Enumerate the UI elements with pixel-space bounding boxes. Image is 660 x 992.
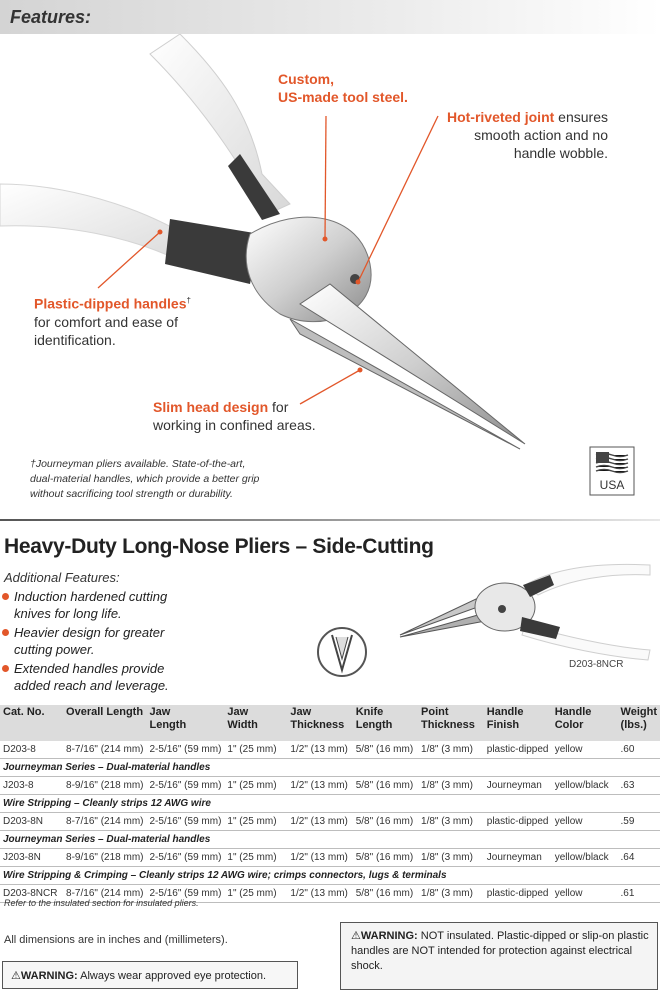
table-cell: Journeyman (484, 849, 552, 867)
table-cell: J203-8N (0, 849, 63, 867)
product-image-label: D203-8NCR (569, 659, 624, 670)
column-header: Jaw Width (224, 705, 287, 741)
column-header: Cat. No. (0, 705, 63, 741)
table-cell: 1" (25 mm) (224, 741, 287, 759)
callout-riveted-joint-line2: smooth action and no (474, 127, 608, 143)
journeyman-footnote (30, 457, 320, 502)
series-row (0, 867, 660, 885)
feature-line-2: knives for long life. (14, 606, 122, 621)
series-row (0, 795, 660, 813)
warning-triangle-icon: ⚠ (351, 930, 361, 942)
table-cell: 1" (25 mm) (224, 849, 287, 867)
usa-flag-label: USA (599, 478, 625, 492)
callout-plastic-handles-line3: identification. (34, 331, 116, 348)
column-header: Point Thickness (418, 705, 484, 741)
series-row (0, 831, 660, 849)
table-cell: 5/8" (16 mm) (353, 777, 418, 795)
table-cell: 2-5/16" (59 mm) (147, 741, 225, 759)
table-cell: plastic-dipped (484, 741, 552, 759)
insulation-warning-text (351, 929, 651, 974)
table-cell: yellow (552, 813, 618, 831)
feature-line-1: Heavier design for greater (14, 625, 165, 640)
additional-features-heading: Additional Features: (4, 570, 120, 585)
table-cell: 5/8" (16 mm) (353, 885, 418, 903)
table-cell: 1/8" (3 mm) (418, 849, 484, 867)
dimensions-note: All dimensions are in inches and (millimeters). (4, 934, 228, 946)
column-header: Handle Finish (484, 705, 552, 741)
table-cell: J203-8 (0, 777, 63, 795)
insulated-reference-note: Refer to the insulated section for insulated pliers. (4, 898, 199, 908)
table-cell: 1" (25 mm) (224, 777, 287, 795)
table-cell: plastic-dipped (484, 813, 552, 831)
feature-item (2, 624, 202, 658)
table-cell: 1/8" (3 mm) (418, 777, 484, 795)
callout-plastic-handles-highlight: Plastic-dipped handles (34, 295, 187, 312)
callout-slim-head (153, 398, 316, 434)
table-cell: 1/2" (13 mm) (287, 741, 352, 759)
usa-flag-icon (588, 446, 636, 496)
bullet-dot-icon (2, 629, 9, 636)
callout-tool-steel-highlight: Custom, (278, 71, 334, 87)
callout-riveted-joint (442, 108, 608, 162)
eye-warning-text (11, 969, 266, 982)
bullet-dot-icon (2, 665, 9, 672)
table-cell: 1/2" (13 mm) (287, 849, 352, 867)
feature-line-1: Extended handles provide (14, 661, 165, 676)
series-label: Journeyman Series – Dual-material handles (0, 831, 660, 849)
table-cell: 2-5/16" (59 mm) (147, 849, 225, 867)
table-cell: yellow/black (552, 849, 618, 867)
table-row (0, 741, 660, 759)
callout-plastic-handles (34, 292, 191, 349)
insulation-warning-body: NOT insulated. Plastic-dipped or slip-on plastic handles are NOT intended for protection against electrical shock. (351, 930, 649, 972)
table-cell: 1/2" (13 mm) (287, 777, 352, 795)
table-cell: 1/8" (3 mm) (418, 813, 484, 831)
table-cell: D203-8NCR (0, 885, 63, 903)
usa-flag-graphic (588, 446, 636, 496)
features-header-bar (0, 0, 660, 34)
table-cell: D203-8N (0, 813, 63, 831)
table-cell: 2-5/16" (59 mm) (147, 813, 225, 831)
series-label: Wire Stripping – Cleanly strips 12 AWG wire (0, 795, 660, 813)
table-cell: 1/8" (3 mm) (418, 741, 484, 759)
column-header: Jaw Thickness (287, 705, 352, 741)
warning-triangle-icon: ⚠ (11, 970, 21, 982)
table-cell: 1" (25 mm) (224, 885, 287, 903)
features-title: Features: (10, 7, 92, 27)
insulation-warning (340, 922, 658, 990)
specs-table (0, 705, 660, 903)
table-cell: yellow/black (552, 777, 618, 795)
column-header: Jaw Length (147, 705, 225, 741)
additional-features-list (2, 588, 202, 696)
series-row (0, 759, 660, 777)
column-header: Weight (lbs.) (618, 705, 660, 741)
table-cell: 8-9/16" (218 mm) (63, 849, 146, 867)
series-label: Journeyman Series – Dual-material handles (0, 759, 660, 777)
eye-protection-warning (2, 961, 298, 989)
callout-riveted-joint-highlight: Hot-riveted joint (446, 109, 555, 125)
bullet-dot-icon (2, 593, 9, 600)
table-cell: 1/2" (13 mm) (287, 813, 352, 831)
table-cell: 2-5/16" (59 mm) (147, 777, 225, 795)
product-title: Heavy-Duty Long-Nose Pliers – Side-Cutting (4, 535, 434, 558)
footnote-line-2: dual-material handles, which provide a better grip (30, 473, 260, 485)
table-cell: yellow (552, 741, 618, 759)
feature-line-2: added reach and leverage. (14, 678, 169, 693)
callout-riveted-joint-rest: ensures (554, 109, 608, 125)
footnote-line-1: †Journeyman pliers available. State-of-the-art, (30, 458, 246, 470)
eye-warning-body: Always wear approved eye protection. (77, 970, 267, 982)
insulation-warning-title: WARNING: (360, 930, 418, 942)
table-cell: .59 (618, 813, 660, 831)
table-cell: plastic-dipped (484, 885, 552, 903)
table-cell: 8-9/16" (218 mm) (63, 777, 146, 795)
table-cell: 1" (25 mm) (224, 813, 287, 831)
pliers-hero-image (0, 34, 660, 514)
table-cell: Journeyman (484, 777, 552, 795)
callout-tool-steel (278, 70, 408, 106)
table-cell: .61 (618, 885, 660, 903)
series-label: Wire Stripping & Crimping – Cleanly strips 12 AWG wire; crimps connectors, lugs & terminals (0, 867, 660, 885)
table-cell: .64 (618, 849, 660, 867)
table-cell: 5/8" (16 mm) (353, 849, 418, 867)
feature-line-1: Induction hardened cutting (14, 589, 168, 604)
footnote-line-3: without sacrificing tool strength or durability. (30, 488, 233, 500)
table-cell: 8-7/16" (214 mm) (63, 885, 146, 903)
feature-line-2: cutting power. (14, 642, 95, 657)
callout-slim-head-rest: for (268, 399, 289, 415)
table-row (0, 777, 660, 795)
table-row (0, 813, 660, 831)
feature-item (2, 660, 202, 694)
column-header: Overall Length (63, 705, 146, 741)
table-cell: 8-7/16" (214 mm) (63, 741, 146, 759)
table-cell: 1/2" (13 mm) (287, 885, 352, 903)
table-header-row (0, 705, 660, 741)
table-cell: 2-5/16" (59 mm) (147, 885, 225, 903)
feature-item (2, 588, 202, 622)
table-cell: .63 (618, 777, 660, 795)
table-cell: .60 (618, 741, 660, 759)
callout-slim-head-line2: working in confined areas. (153, 417, 316, 433)
eye-warning-title: WARNING: (20, 970, 78, 982)
callout-slim-head-highlight: Slim head design (153, 399, 269, 415)
table-cell: 1/8" (3 mm) (418, 885, 484, 903)
table-cell: 5/8" (16 mm) (353, 741, 418, 759)
table-cell: 5/8" (16 mm) (353, 813, 418, 831)
callout-plastic-handles-dagger: † (186, 296, 191, 305)
callout-tool-steel-highlight-2: US-made tool steel. (278, 89, 408, 105)
column-header: Handle Color (552, 705, 618, 741)
table-cell: 8-7/16" (214 mm) (63, 813, 146, 831)
table-cell: yellow (552, 885, 618, 903)
column-header: Knife Length (353, 705, 418, 741)
table-cell: D203-8 (0, 741, 63, 759)
callout-riveted-joint-line3: handle wobble. (513, 145, 608, 161)
table-row (0, 849, 660, 867)
callout-plastic-handles-line2: for comfort and ease of (34, 313, 178, 330)
section-divider (0, 519, 660, 521)
